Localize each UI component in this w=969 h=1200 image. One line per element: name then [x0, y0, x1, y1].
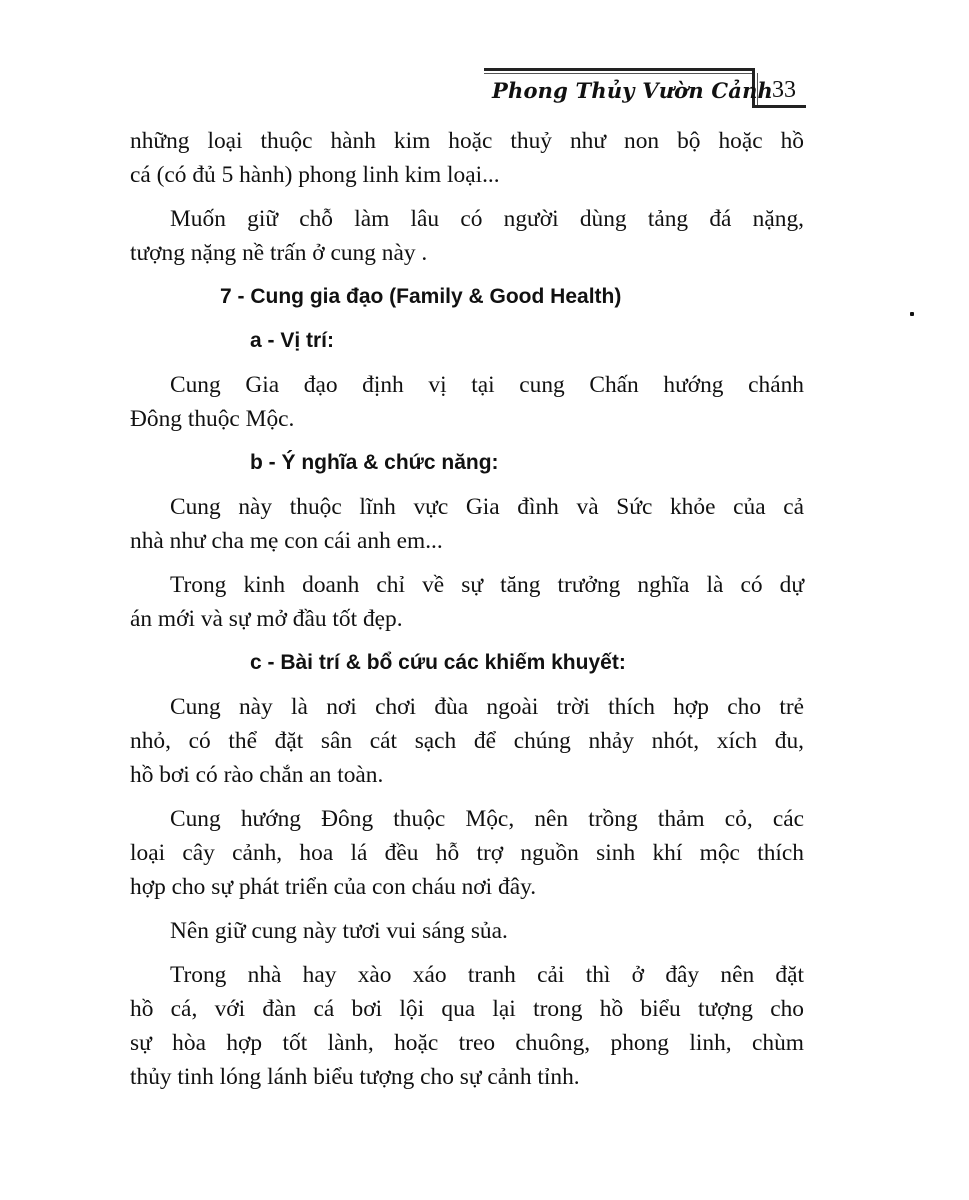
text-line: Cung này là nơi chơi đùa ngoài trời thích hợp cho trẻ	[170, 694, 804, 720]
subheading-arrangement: c - Bài trí & bổ cứu các khiếm khuyết:	[250, 651, 626, 674]
text-line: nhà như cha mẹ con cái anh em...	[130, 528, 443, 554]
text-line: Đông thuộc Mộc.	[130, 406, 295, 432]
text-line: hồ cá, với đàn cá bơi lội qua lại trong hồ biểu tượng cho	[130, 996, 804, 1022]
paragraph	[130, 124, 804, 192]
header-rule	[484, 68, 754, 71]
section-heading: 7 - Cung gia đạo (Family & Good Health)	[220, 285, 622, 308]
text-line: tượng nặng nề trấn ở cung này .	[130, 240, 428, 266]
scan-speck	[910, 312, 914, 316]
text-line: những loại thuộc hành kim hoặc thuỷ như non bộ hoặc hồ	[130, 128, 804, 154]
paragraph	[130, 802, 804, 904]
text-line: thủy tinh lóng lánh biểu tượng cho sự cảnh tỉnh.	[130, 1064, 580, 1090]
paragraph	[130, 202, 804, 270]
page-body	[130, 124, 804, 1094]
text-line: Trong kinh doanh chỉ về sự tăng trưởng nghĩa là có dự	[170, 572, 804, 598]
header-rule	[484, 73, 754, 74]
running-header	[484, 68, 806, 110]
text-line: cá (có đủ 5 hành) phong linh kim loại...	[130, 162, 500, 188]
header-rule	[752, 105, 806, 108]
paragraph	[130, 368, 804, 436]
paragraph	[130, 490, 804, 558]
text-line: Cung này thuộc lĩnh vực Gia đình và Sức khỏe của cả	[170, 494, 804, 520]
subheading-meaning: b - Ý nghĩa & chức năng:	[250, 451, 499, 474]
paragraph	[130, 958, 804, 1094]
text-line: sự hòa hợp tốt lành, hoặc treo chuông, phong linh, chùm	[130, 1030, 804, 1056]
paragraph	[130, 914, 804, 948]
text-line: Cung hướng Đông thuộc Mộc, nên trồng thảm cỏ, các	[170, 806, 804, 832]
text-line: hợp cho sự phát triển của con cháu nơi đây.	[130, 874, 537, 900]
text-line: nhỏ, có thể đặt sân cát sạch để chúng nhảy nhót, xích đu,	[130, 728, 804, 754]
paragraph	[130, 690, 804, 792]
text-line: loại cây cảnh, hoa lá đều hỗ trợ nguồn sinh khí mộc thích	[130, 840, 804, 866]
subheading-location: a - Vị trí:	[250, 329, 335, 352]
text-line: Trong nhà hay xào xáo tranh cải thì ở đây nên đặt	[170, 962, 804, 988]
paragraph	[130, 568, 804, 636]
text-line: Muốn giữ chỗ làm lâu có người dùng tảng đá nặng,	[170, 206, 804, 232]
text-line: án mới và sự mở đầu tốt đẹp.	[130, 606, 403, 632]
text-line: Cung Gia đạo định vị tại cung Chấn hướng chánh	[170, 372, 804, 398]
text-line: Nên giữ cung này tươi vui sáng sủa.	[170, 918, 508, 944]
page-number: 33	[772, 77, 796, 103]
text-line: hồ bơi có rào chắn an toàn.	[130, 762, 384, 788]
running-title: Phong Thủy Vườn Cảnh	[492, 78, 774, 103]
